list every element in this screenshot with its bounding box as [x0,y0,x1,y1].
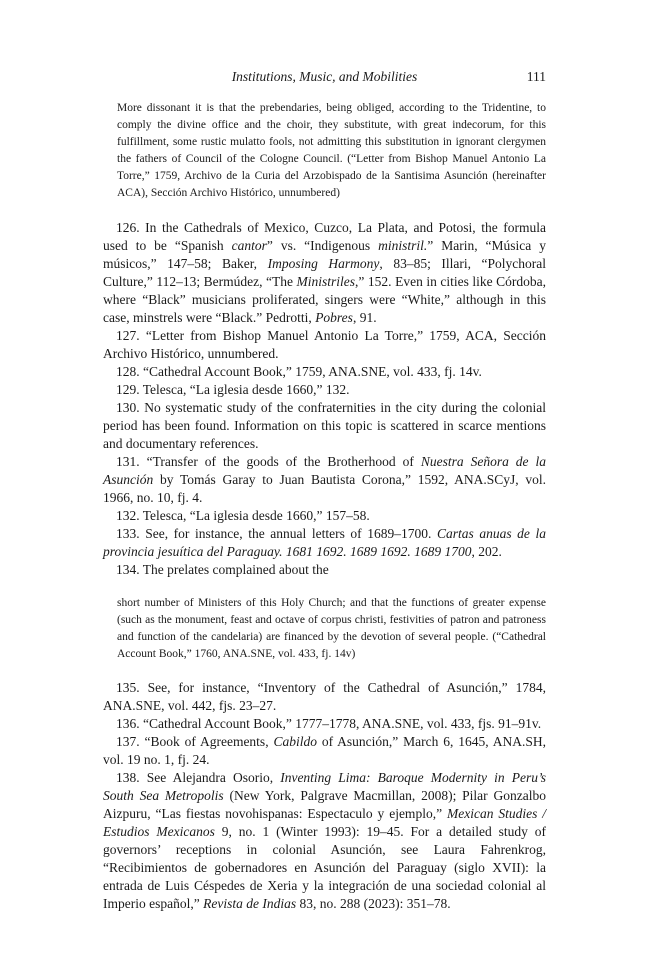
note-text: ” vs. “Indigenous [266,238,379,253]
note-text: 135. See, for instance, “Inventory of the Cathedral of Asunción,” 1784, ANA.SNE, vol. 442, fjs. 23–27. [103,680,546,713]
note-text: (New York, Palgrave Macmillan, 2008); Pilar Gonzalbo Aizpuru, “Las fiestas novohispanas: Espectaculo y ejemplo,” [103,788,546,821]
endnote-127 [103,327,546,363]
italic-text: Pobres [315,310,353,325]
block-quote: More dissonant it is that the prebendaries, being obliged, according to the Tridentine, to comply the divine office and the choir, they substitute, with great indecorum, for this fulfillment, some rustic mulatto fools, not admitting this substitution in ignorant clergymen the fathers of Council of the Cologne Council. (“Letter from Bishop Manuel Antonio La Torre,” 1759, Archivo de la Curia del Arzobispado de la Santisima Asunción (hereinafter ACA), Sección Archivo Histórico, unnumbered) [117,102,546,199]
note-text: of Asunción,” March 6, 1645, ANA.SH, vol. 19 no. 1, fj. 24. [103,734,546,767]
note-text: 126. In the Cathedrals of Mexico, Cuzco, La Plata, and Potosi, the formula used to be “Spanish [103,220,546,253]
note-text: 9, no. 1 (Winter 1993): 19–45. For a detailed study of governors’ receptions in colonial Asunción, see Laura Fahrenkrog, “Recibimientos de gobernadores en Asunción del Paraguay (siglo XVII): la entrada de Luis Céspedes de Xeria y la integración de una sociedad colonial al Imperio español,” [103,824,547,911]
italic-text: Imposing Harmony [267,256,380,271]
note-text: 128. “Cathedral Account Book,” 1759, ANA.SNE, vol. 433, fj. 14v. [116,364,482,379]
endnote-136 [103,715,546,733]
running-head [103,68,546,86]
note-text: ,” 152. Even in cities like Córdoba, where “Black” musicians proliferated, singers were “White,” although in this case, minstrels were “Black.” Pedrotti, [103,274,546,325]
note-text: , 202. [471,544,502,559]
endnotes-group [103,219,546,579]
italic-text: Ministriles [296,274,356,289]
endnote-134 [103,561,546,579]
italic-text: Revista de Indias [203,896,297,911]
endnote-137 [103,733,546,769]
endnote-128 [103,363,546,381]
italic-text: Inventing Lima: Baroque Modernity in Peru’s South Sea Metropolis [103,770,547,803]
endnote-126 [103,219,546,327]
endnote-131 [103,453,546,507]
running-title: Institutions, Music, and Mobilities [231,69,418,84]
endnote-133 [103,525,546,561]
italic-text: Cartas anuas de la provincia jesuítica del Paraguay. 1681 1692. 1689 1692. 1689 1700 [103,526,546,559]
note-text: 132. Telesca, “La iglesia desde 1660,” 157–58. [116,508,370,523]
endnote-138 [103,769,546,913]
note-text: 127. “Letter from Bishop Manuel Antonio La Torre,” 1759, ACA, Sección Archivo Histórico, unnumbered. [103,328,546,361]
note-text: 136. “Cathedral Account Book,” 1777–1778, ANA.SNE, vol. 433, fjs. 91–91v. [116,716,542,731]
note-text: 134. The prelates complained about the [116,562,329,577]
note-text: , 83–85; Illari, “Polychoral Culture,” 112–13; Bermúdez, “The [103,256,547,289]
italic-text: cantor [231,238,267,253]
endnotes-group [103,679,546,913]
endnote-132 [103,507,546,525]
note-text: 138. See Alejandra Osorio, [116,770,281,785]
note-text: 137. “Book of Agreements, [116,734,274,749]
page-content [103,100,546,913]
endnote-129 [103,381,546,399]
note-text: 83, no. 288 (2023): 351–78. [296,896,451,911]
endnote-130 [103,399,546,453]
italic-text: Cabildo [273,734,317,749]
note-text: ” Marin, “Música y músicos,” 147–58; Baker, [103,238,547,271]
note-text: 130. No systematic study of the confraternities in the city during the colonial period has been found. Information on this topic is scattered in scarce mentions and documentary references. [103,400,546,451]
endnote-135 [103,679,546,715]
page-number: 111 [526,69,546,84]
note-text: 133. See, for instance, the annual letters of 1689–1700. [116,526,437,541]
note-text: , 91. [352,310,377,325]
block-quote: short number of Ministers of this Holy Church; and that the functions of greater expense (such as the monument, feast and octave of corpus christi, festivities of patron and patroness and function of the candelaria) are financed by the devotion of several people. (“Cathedral Account Book,” 1760, ANA.SNE, vol. 433, fj. 14v) [117,597,546,660]
italic-text: Mexican Studies / Estudios Mexicanos [103,806,546,839]
note-text: 129. Telesca, “La iglesia desde 1660,” 132. [116,382,350,397]
note-text: by Tomás Garay to Juan Bautista Corona,” 1592, ANA.SCyJ, vol. 1966, no. 10, fj. 4. [103,472,546,505]
italic-text: ministril. [378,238,428,253]
italic-text: Nuestra Señora de la Asunción [103,454,547,487]
note-text: 131. “Transfer of the goods of the Brotherhood of [116,454,421,469]
